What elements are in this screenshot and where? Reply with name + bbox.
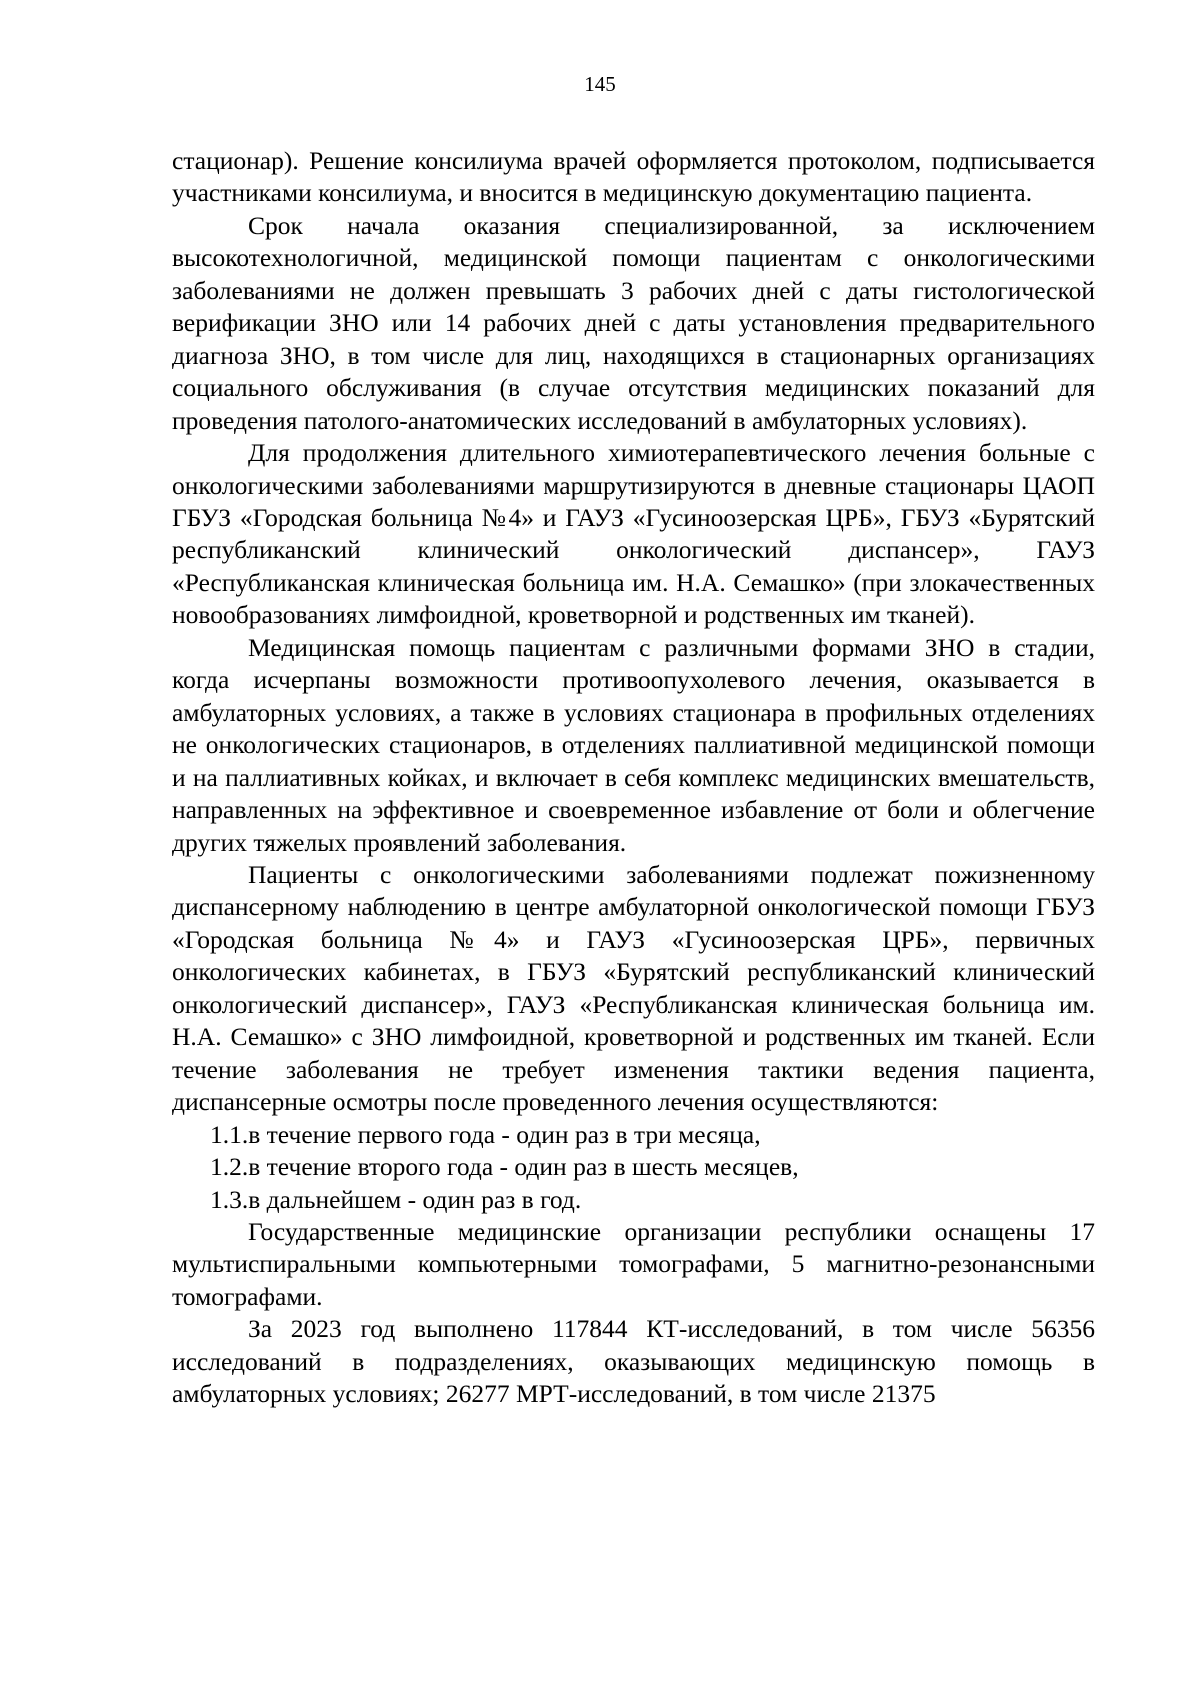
paragraph-research-statistics: За 2023 год выполнено 117844 КТ-исследований, в том числе 56356 исследований в подразделениях, оказывающих медицинскую помощь в амбулаторных условиях; 26277 МРТ-исследований, в том числе 21375 <box>172 1314 1095 1409</box>
list-item-text: в дальнейшем - один раз в год. <box>248 1184 582 1214</box>
list-item-number: 1.2. <box>210 1152 249 1182</box>
list-item-number: 1.1. <box>210 1119 249 1149</box>
list-item-number: 1.3. <box>210 1184 249 1214</box>
paragraph-palliative-care: Медицинская помощь пациентам с различными формами ЗНО в стадии, когда исчерпаны возможности противоопухолевого лечения, оказывается в амбулаторных условиях, а также в условиях стационара в профильных отделениях не онкологических стационаров, в отделениях паллиативной медицинской помощи и на паллиативных койках, и включает в себя комплекс медицинских вмешательств, направленных на эффективное и своевременное избавление от боли и облегчение других тяжелых проявлений заболевания. <box>172 632 1095 857</box>
list-item <box>172 1119 1095 1151</box>
paragraph-equipment: Государственные медицинские организации республики оснащены 17 мультиспиральными компьютерными томографами, 5 магнитно-резонансными томографами. <box>172 1216 1095 1311</box>
paragraph-continuation: стационар). Решение консилиума врачей оформляется протоколом, подписывается участниками консилиума, и вносится в медицинскую документацию пациента. <box>172 146 1095 208</box>
paragraph-chemotherapy-routing: Для продолжения длительного химиотерапевтического лечения больные с онкологическими заболеваниями маршрутизируются в дневные стационары ЦАОП ГБУЗ «Городская больница №4» и ГАУЗ «Гусиноозерская ЦРБ», ГБУЗ «Бурятский республиканский клинический онкологический диспансер», ГАУЗ «Республиканская клиническая больница им. Н.А. Семашко» (при злокачественных новообразованиях лимфоидной, кроветворной и родственных им тканей). <box>172 438 1095 630</box>
document-body <box>172 145 1095 1411</box>
list-item-text: в течение второго года - один раз в шесть месяцев, <box>248 1152 799 1182</box>
list-item-text: в течение первого года - один раз в три месяца, <box>248 1119 761 1149</box>
page-number: 145 <box>584 72 616 96</box>
paragraph-treatment-start-time: Срок начала оказания специализированной, за исключением высокотехнологичной, медицинской помощи пациентам с онкологическими заболеваниями не должен превышать 3 рабочих дней с даты гистологической верификации ЗНО или 14 рабочих дней с даты установления предварительного диагноза ЗНО, в том числе для лиц, находящихся в стационарных организациях социального обслуживания (в случае отсутствия медицинских показаний для проведения патолого-анатомических исследований в амбулаторных условиях). <box>172 210 1095 435</box>
list-item <box>172 1151 1095 1183</box>
paragraph-dispensary-observation: Пациенты с онкологическими заболеваниями подлежат пожизненному диспансерному наблюдению в центре амбулаторной онкологической помощи ГБУЗ «Городская больница №4» и ГАУЗ «Гусиноозерская ЦРБ», первичных онкологических кабинетах, в ГБУЗ «Бурятский республиканский клинический онкологический диспансер», ГАУЗ «Республиканская клиническая больница им. Н.А. Семашко» с ЗНО лимфоидной, кроветворной и родственных им тканей. Если течение заболевания не требует изменения тактики ведения пациента, диспансерные осмотры после проведенного лечения осуществляются: <box>172 859 1095 1117</box>
list-item <box>172 1184 1095 1216</box>
